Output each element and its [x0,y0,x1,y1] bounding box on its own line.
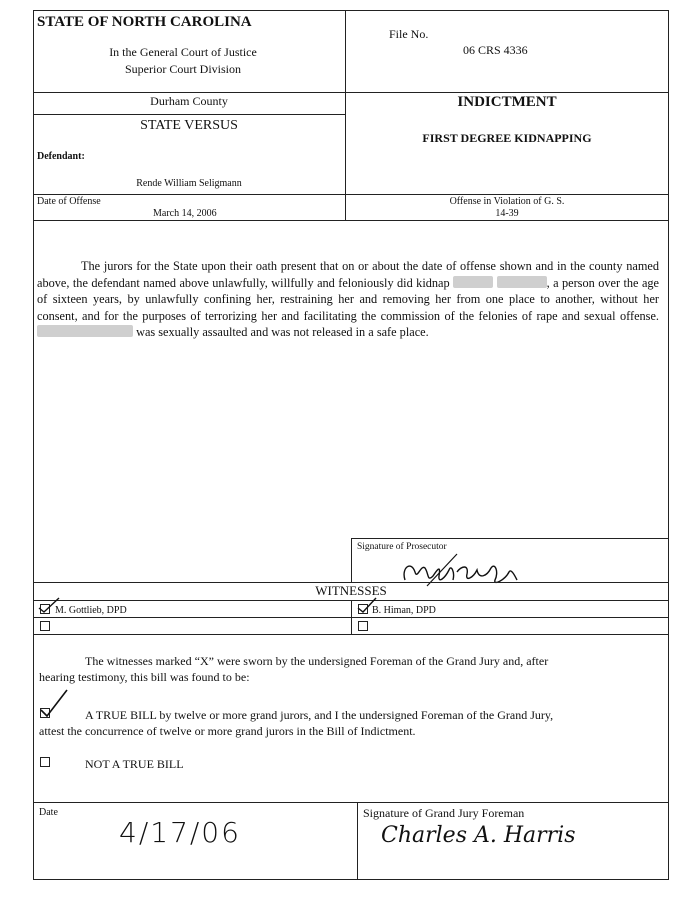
state-versus: STATE VERSUS [140,118,238,133]
frame-left [33,10,34,880]
indictment-title: INDICTMENT [457,94,557,110]
date-of-offense-label: Date of Offense [37,196,101,207]
redacted-name [497,276,547,288]
true-bill-line-2: attest the concurrence of twelve or more grand jurors in the Bill of Indictment. [39,724,416,738]
file-no-value: 06 CRS 4336 [463,43,528,57]
prosecutor-box-left [351,538,352,582]
redacted-name [453,276,493,288]
date-label: Date [39,807,58,818]
body-part-1: The jurors for the State upon their oath present that on or about the date of offense shown and in the county named above, the defendant named above unlawfully, willfully and feloniously did kidnap [37,259,659,290]
witness-1: M. Gottlieb, DPD [55,605,127,616]
witness-checkbox-empty[interactable] [358,621,368,631]
true-bill-line-1: A TRUE BILL by twelve or more grand jurors, and I the undersigned Foreman of the Grand Jury, [85,708,554,722]
indictment-body [37,258,659,341]
court-line-2: Superior Court Division [125,62,241,76]
foreman-signature-label: Signature of Grand Jury Foreman [363,806,525,820]
charge: FIRST DEGREE KIDNAPPING [422,131,592,145]
witness-2: B. Himan, DPD [372,605,436,616]
check-mark-icon [39,688,69,718]
witnesses-title: WITNESSES [315,583,387,598]
witness-checkbox-empty[interactable] [40,621,50,631]
prosecutor-signature-label: Signature of Prosecutor [357,542,447,552]
header-rule-2 [33,114,345,115]
frame-top [33,10,669,11]
header-rule-1 [33,92,669,93]
violation-label: Offense in Violation of G. S. [449,196,565,207]
grand-jury-line-1: The witnesses marked “X” were sworn by the undersigned Foreman of the Grand Jury and, after [85,654,549,668]
footer-rule [33,802,669,803]
frame-bottom [33,879,669,880]
footer-divider [357,802,358,880]
body-part-3: was sexually assaulted and was not released in a safe place. [136,325,429,339]
date-value: 4/17/06 [119,816,241,849]
not-true-bill: NOT A TRUE BILL [85,757,184,771]
court-line-1: In the General Court of Justice [109,45,257,59]
grand-jury-line-2: hearing testimony, this bill was found to be: [39,670,250,684]
violation-statute: 14-39 [495,208,519,219]
defendant-label: Defendant: [37,151,85,162]
indictment-form [33,10,669,880]
body-part-2: , a person over the age of sixteen years, by unlawfully confining her, restraining her and removing her from one place to another, without her consent, and for the purposes of terrorizing her and facilitating the commission of the felonies of rape and sexual offense. [37,275,660,323]
state-title: STATE OF NORTH CAROLINA [37,14,252,30]
witness-divider [351,600,352,634]
foreman-signature: Charles A. Harris [381,823,576,848]
redacted-name [37,325,133,337]
file-no-label: File No. [389,27,429,41]
witness-rule-4 [33,634,669,635]
prosecutor-box-top [351,538,669,539]
header-divider [345,10,346,220]
date-of-offense: March 14, 2006 [153,208,217,219]
county: Durham County [150,94,228,108]
not-true-bill-checkbox[interactable] [40,757,50,767]
header-rule-3 [33,194,669,195]
header-rule-4 [33,220,669,221]
defendant-name: Rende William Seligmann [136,178,242,189]
